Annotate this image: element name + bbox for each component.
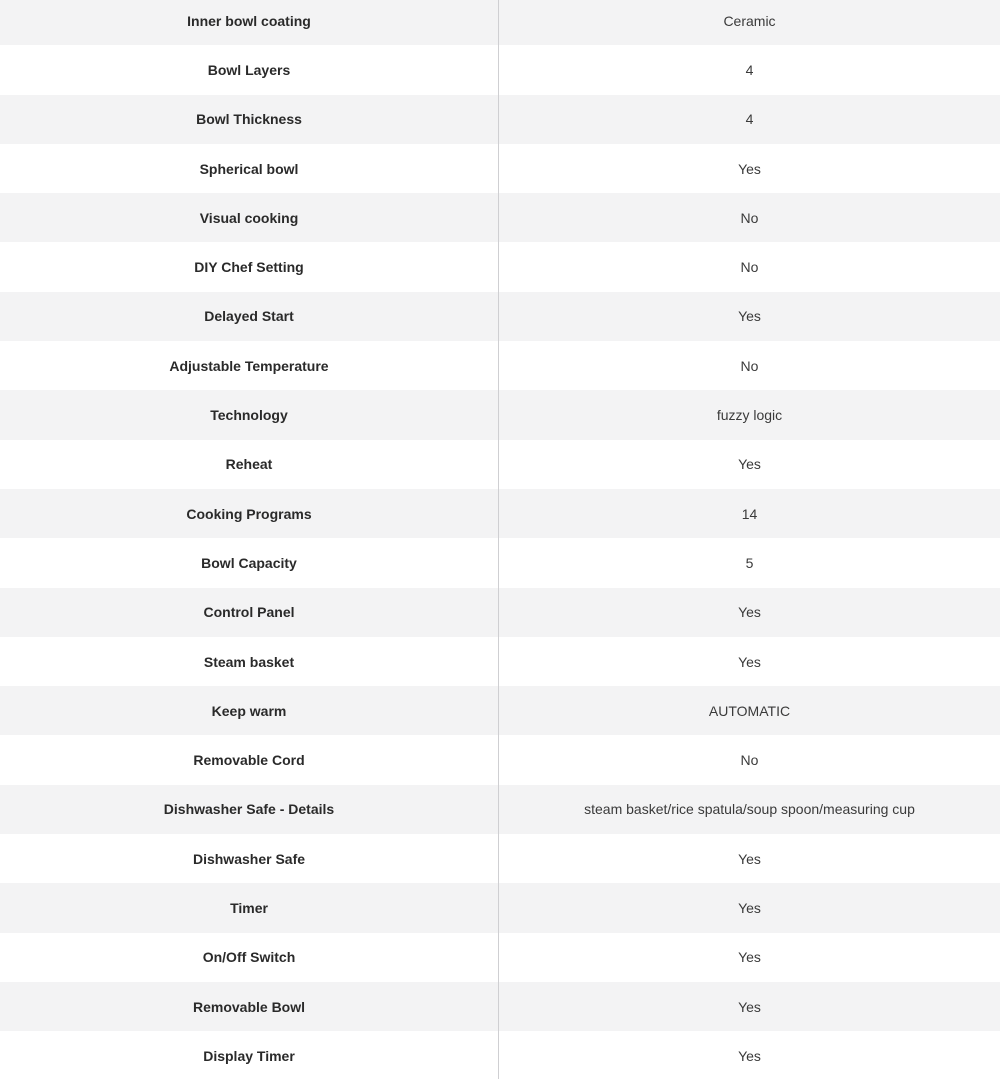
spec-label: Visual cooking [0,193,499,242]
table-row [0,637,1000,686]
spec-label: Display Timer [0,1031,499,1079]
spec-label: Dishwasher Safe [0,834,499,883]
spec-value: AUTOMATIC [708,702,791,719]
table-row [0,489,1000,538]
spec-label: Keep warm [0,686,499,735]
spec-label: Control Panel [0,588,499,637]
spec-value: Yes [738,850,761,867]
spec-label: Removable Cord [0,735,499,784]
spec-value: Yes [738,308,761,325]
table-row [0,588,1000,637]
spec-value: No [740,752,759,769]
spec-label: Cooking Programs [0,489,499,538]
spec-value: 4 [745,61,754,78]
table-row [0,242,1000,291]
spec-label: Technology [0,390,499,439]
spec-value: 5 [745,554,754,571]
spec-value: Yes [738,899,761,916]
spec-value: steam basket/rice spatula/soup spoon/measuring cup [584,801,915,818]
table-row [0,785,1000,834]
spec-label: Removable Bowl [0,982,499,1031]
spec-value: No [740,357,759,374]
table-row [0,193,1000,242]
spec-value: Yes [738,160,761,177]
table-row [0,834,1000,883]
table-row [0,883,1000,932]
spec-label: Adjustable Temperature [0,341,499,390]
spec-value: No [740,209,759,226]
spec-value: Ceramic [723,12,776,29]
spec-label: Bowl Thickness [0,95,499,144]
spec-label: Spherical bowl [0,144,499,193]
table-row [0,0,1000,45]
table-row [0,390,1000,439]
spec-label: Steam basket [0,637,499,686]
table-row [0,538,1000,587]
table-row [0,45,1000,94]
table-row [0,292,1000,341]
table-row [0,144,1000,193]
spec-value: No [740,259,759,276]
table-row [0,686,1000,735]
spec-value: 14 [741,505,758,522]
spec-label: Bowl Capacity [0,538,499,587]
spec-value: Yes [738,949,761,966]
table-row [0,982,1000,1031]
spec-value: Yes [738,1047,761,1064]
spec-label: On/Off Switch [0,933,499,982]
spec-label: Delayed Start [0,292,499,341]
spec-value: fuzzy logic [716,407,783,424]
spec-label: Timer [0,883,499,932]
table-row [0,933,1000,982]
spec-label: DIY Chef Setting [0,242,499,291]
table-row [0,95,1000,144]
spec-value: 4 [745,111,754,128]
table-row [0,440,1000,489]
spec-label: Inner bowl coating [0,0,499,45]
spec-value: Yes [738,604,761,621]
spec-value: Yes [738,998,761,1015]
spec-value: Yes [738,653,761,670]
spec-value: Yes [738,456,761,473]
spec-label: Dishwasher Safe - Details [0,785,499,834]
spec-label: Bowl Layers [0,45,499,94]
table-row [0,341,1000,390]
spec-label: Reheat [0,440,499,489]
table-row [0,735,1000,784]
table-row [0,1031,1000,1079]
